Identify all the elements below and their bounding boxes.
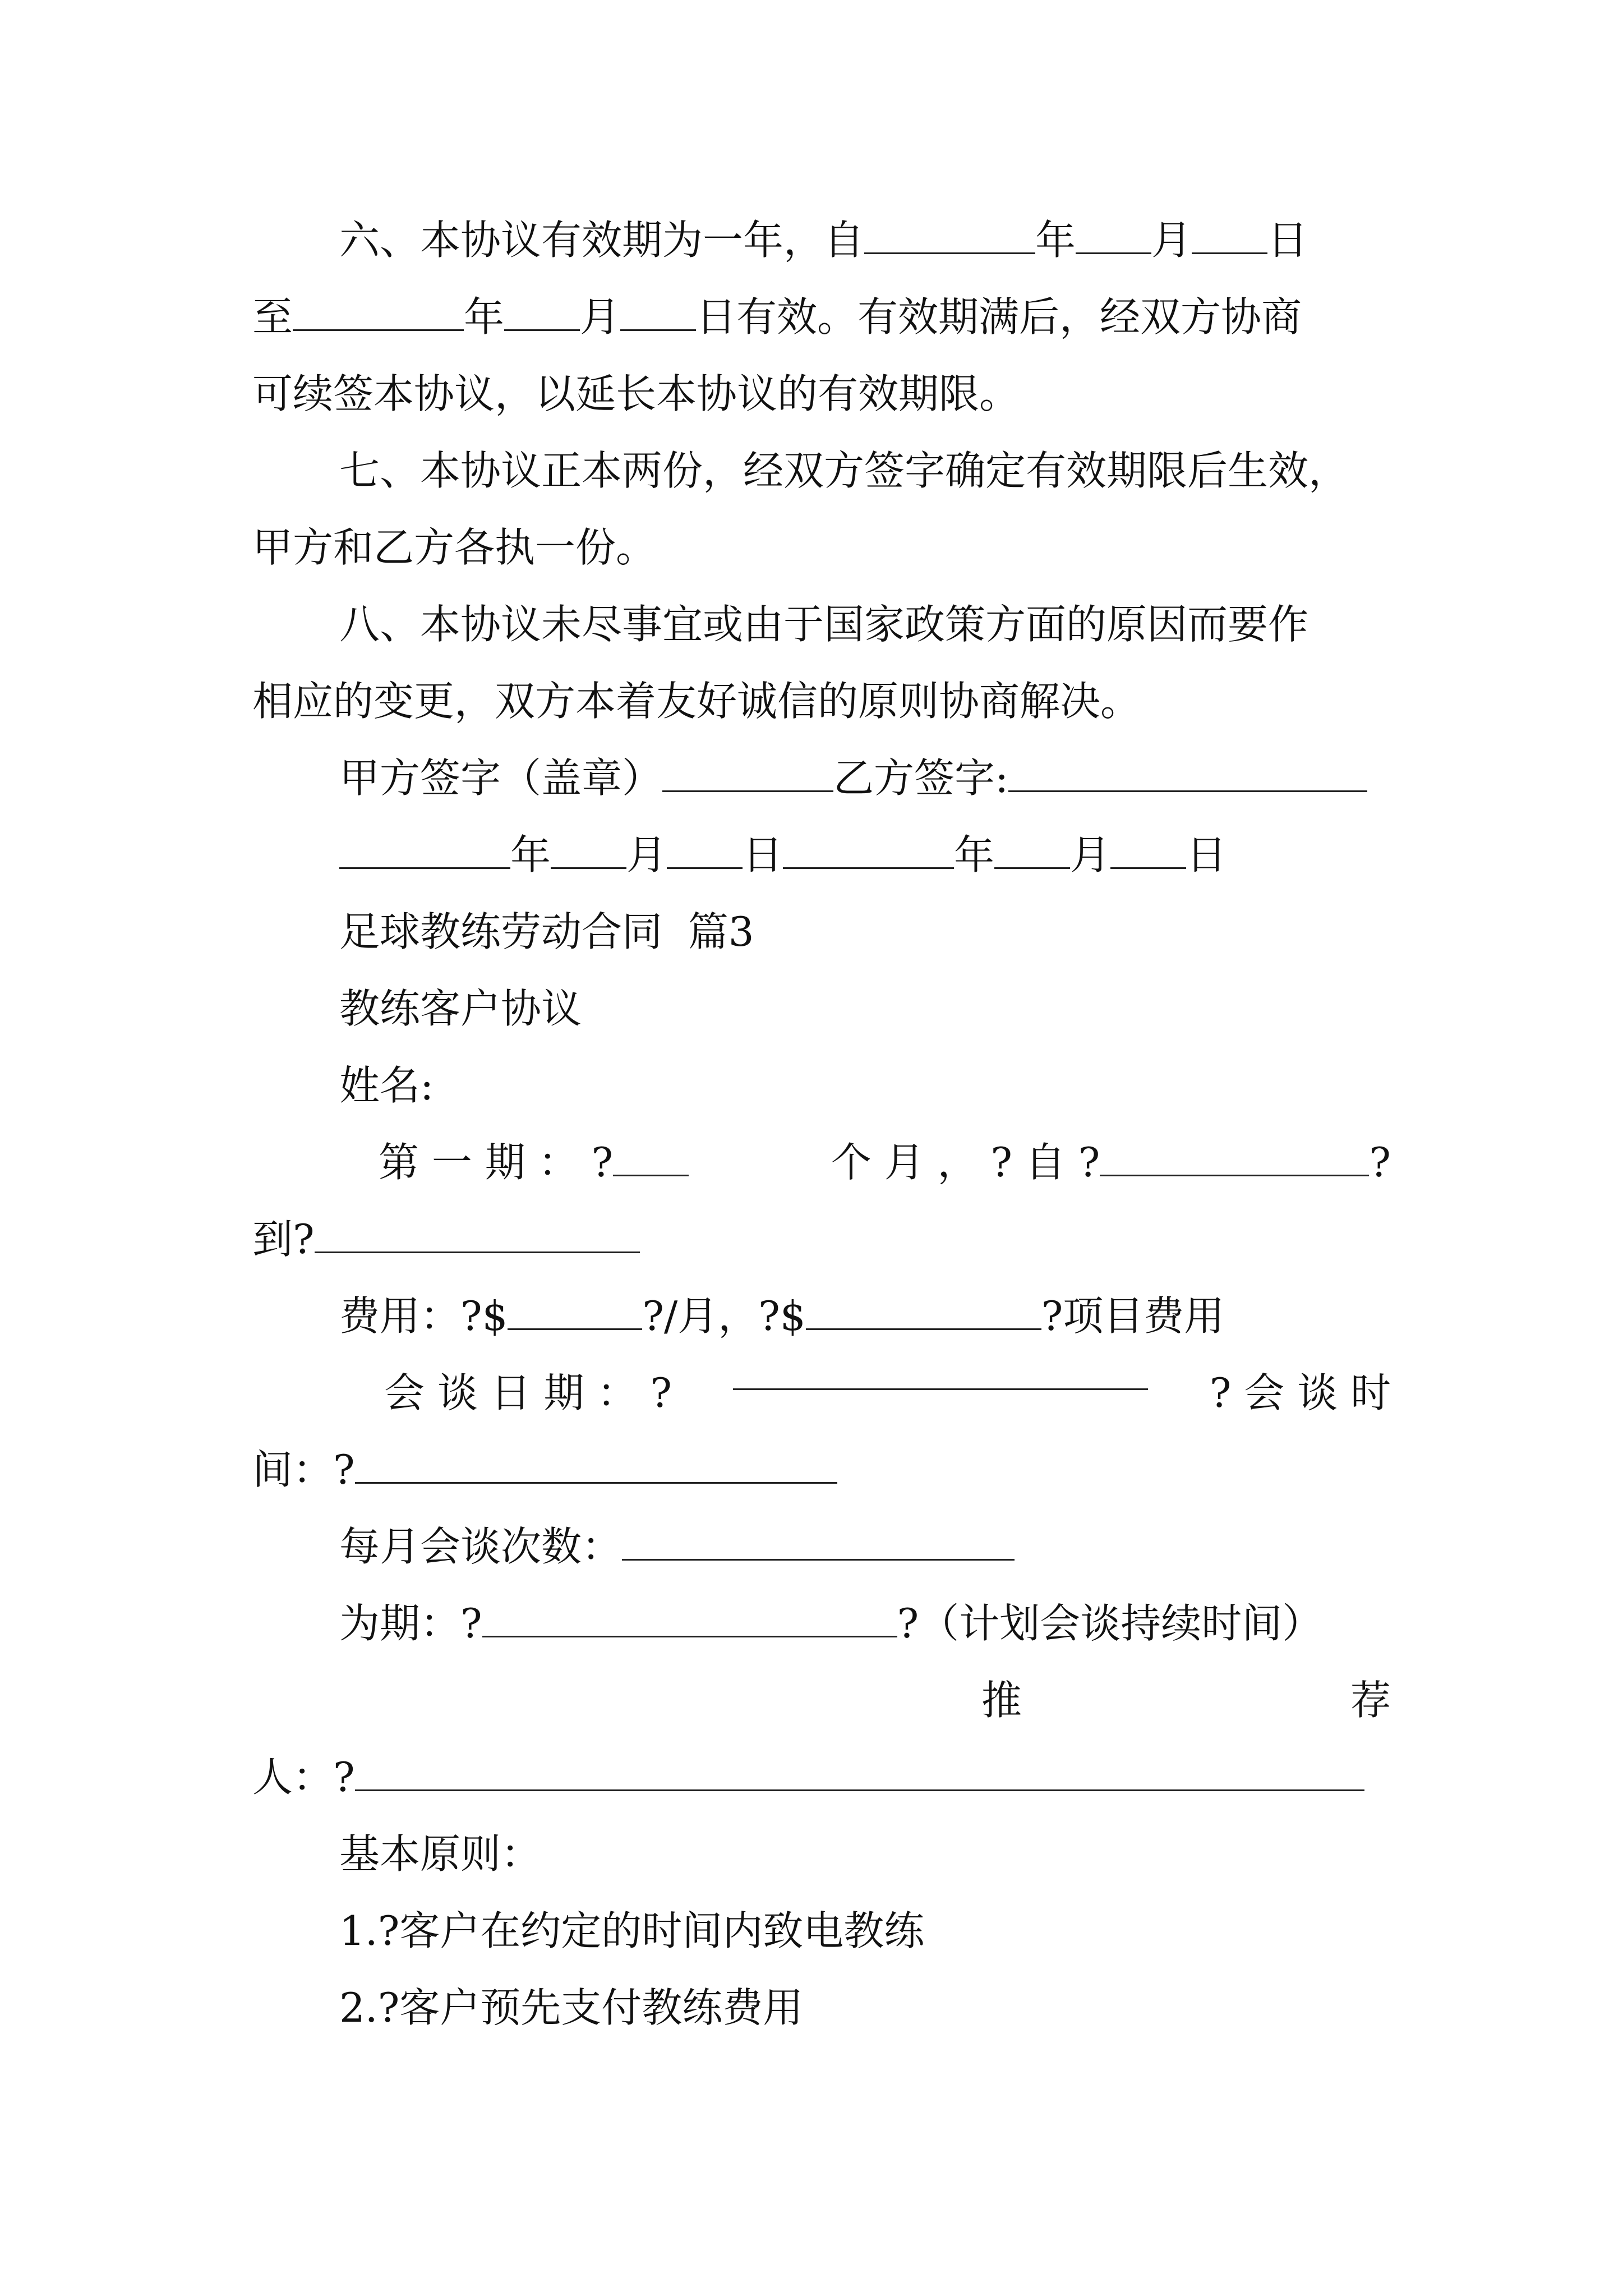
text: 推: [981, 1677, 1022, 1724]
period-from: 个 月 ， ? 自 ? ?: [831, 1139, 1391, 1186]
text: 月: [1151, 217, 1192, 264]
text: 年: [510, 831, 551, 878]
text: 日: [1267, 217, 1308, 264]
signature-date-line: [252, 817, 1391, 894]
document-body: [252, 202, 1391, 2046]
agreement-title: 教练客户协议: [339, 985, 582, 1032]
blank-line: [355, 1448, 837, 1484]
clause-8-line-2: 相应的变更，双方本着友好诚信的原则协商解决。: [252, 678, 1141, 725]
meeting-date-line: [252, 1355, 1391, 1432]
basics-heading: 基本原则：: [339, 1830, 542, 1878]
blank-line: [1100, 1141, 1369, 1176]
blank-line: [355, 1756, 1364, 1791]
blank-line: [620, 296, 696, 331]
blank-line: [339, 834, 510, 869]
clause-6-line-2: [252, 279, 1391, 356]
blank-line: [504, 296, 580, 331]
text: 年: [954, 831, 995, 878]
blank-line: [733, 1355, 1148, 1390]
blank-line: [1076, 219, 1151, 254]
text: 每月会谈次数：: [339, 1523, 623, 1570]
section-title: 足球教练劳动合同 篇3: [339, 908, 754, 955]
meeting-date-label: 会 谈 日 期 ： ?: [384, 1369, 672, 1416]
text: 六、本协议有效期为一年，自: [339, 217, 865, 264]
clause-6-line-3: 可续签本协议，以延长本协议的有效期限。: [252, 370, 1020, 417]
text: ?/月，?$: [642, 1292, 806, 1340]
blank-line: [622, 1525, 1015, 1561]
text: 年: [464, 293, 505, 341]
meeting-time-line: [252, 1432, 1391, 1508]
duration-line: [252, 1585, 1391, 1662]
text: 日: [1186, 831, 1227, 878]
blank-line: [864, 219, 1035, 254]
text: 年: [1035, 217, 1076, 264]
party-b-signature-label: 乙方签字:: [833, 754, 1009, 802]
text: 人：?: [252, 1754, 355, 1801]
blank-line: [994, 834, 1070, 869]
text: 月: [626, 831, 667, 878]
period-label: 第 一 期 ： ?: [379, 1124, 689, 1201]
clause-8-line-1: 八、本协议未尽事宜或由于国家政策方面的原因而要作: [339, 601, 1309, 648]
text: 到?: [252, 1216, 315, 1263]
party-b-signature-blank: [1008, 757, 1367, 792]
text: ?项目费用: [1041, 1292, 1225, 1340]
clause-6-line-1: [252, 202, 1391, 279]
name-label: 姓名:: [339, 1062, 434, 1109]
text: 至: [252, 293, 293, 341]
blank-line: [1110, 834, 1186, 869]
blank-line: [1192, 219, 1267, 254]
blank-line: [508, 1295, 642, 1330]
text: 荐: [1350, 1677, 1391, 1724]
party-a-signature-label: 甲方签字（盖章）: [339, 754, 663, 802]
blank-line: [783, 834, 954, 869]
party-a-signature-blank: [662, 757, 833, 792]
fee-line: [252, 1278, 1391, 1355]
text: 月: [580, 293, 621, 341]
text: 为期：?: [339, 1600, 482, 1647]
text: 日: [743, 831, 783, 878]
blank-line: [293, 296, 464, 331]
blank-line: [551, 834, 626, 869]
referrer-blank-line: [252, 1739, 1391, 1816]
referrer-line: [252, 1662, 1391, 1739]
rule-2: 2.?客户预先支付教练费用: [339, 1984, 804, 2031]
blank-line: [315, 1218, 640, 1253]
blank-line: [482, 1602, 897, 1637]
text: 间：?: [252, 1446, 355, 1493]
text: 日有效。有效期满后，经双方协商: [696, 293, 1302, 341]
meeting-time-label: ? 会 谈 时: [1209, 1369, 1391, 1416]
monthly-sessions-line: [252, 1508, 1391, 1585]
rule-1: 1.?客户在约定的时间内致电教练: [339, 1907, 925, 1954]
clause-7-line-2: 甲方和乙方各执一份。: [252, 524, 657, 571]
period-line: [252, 1124, 1391, 1201]
blank-line: [806, 1295, 1041, 1330]
period-to-line: [252, 1201, 1391, 1278]
blank-line: [667, 834, 743, 869]
text: ?（计划会谈持续时间）: [897, 1600, 1323, 1647]
text: 月: [1070, 831, 1111, 878]
clause-7-line-1: 七、本协议正本两份，经双方签字确定有效期限后生效，: [339, 447, 1349, 494]
text: 费用：?$: [339, 1292, 508, 1340]
blank-line: [613, 1141, 689, 1176]
signature-line: [252, 740, 1391, 817]
